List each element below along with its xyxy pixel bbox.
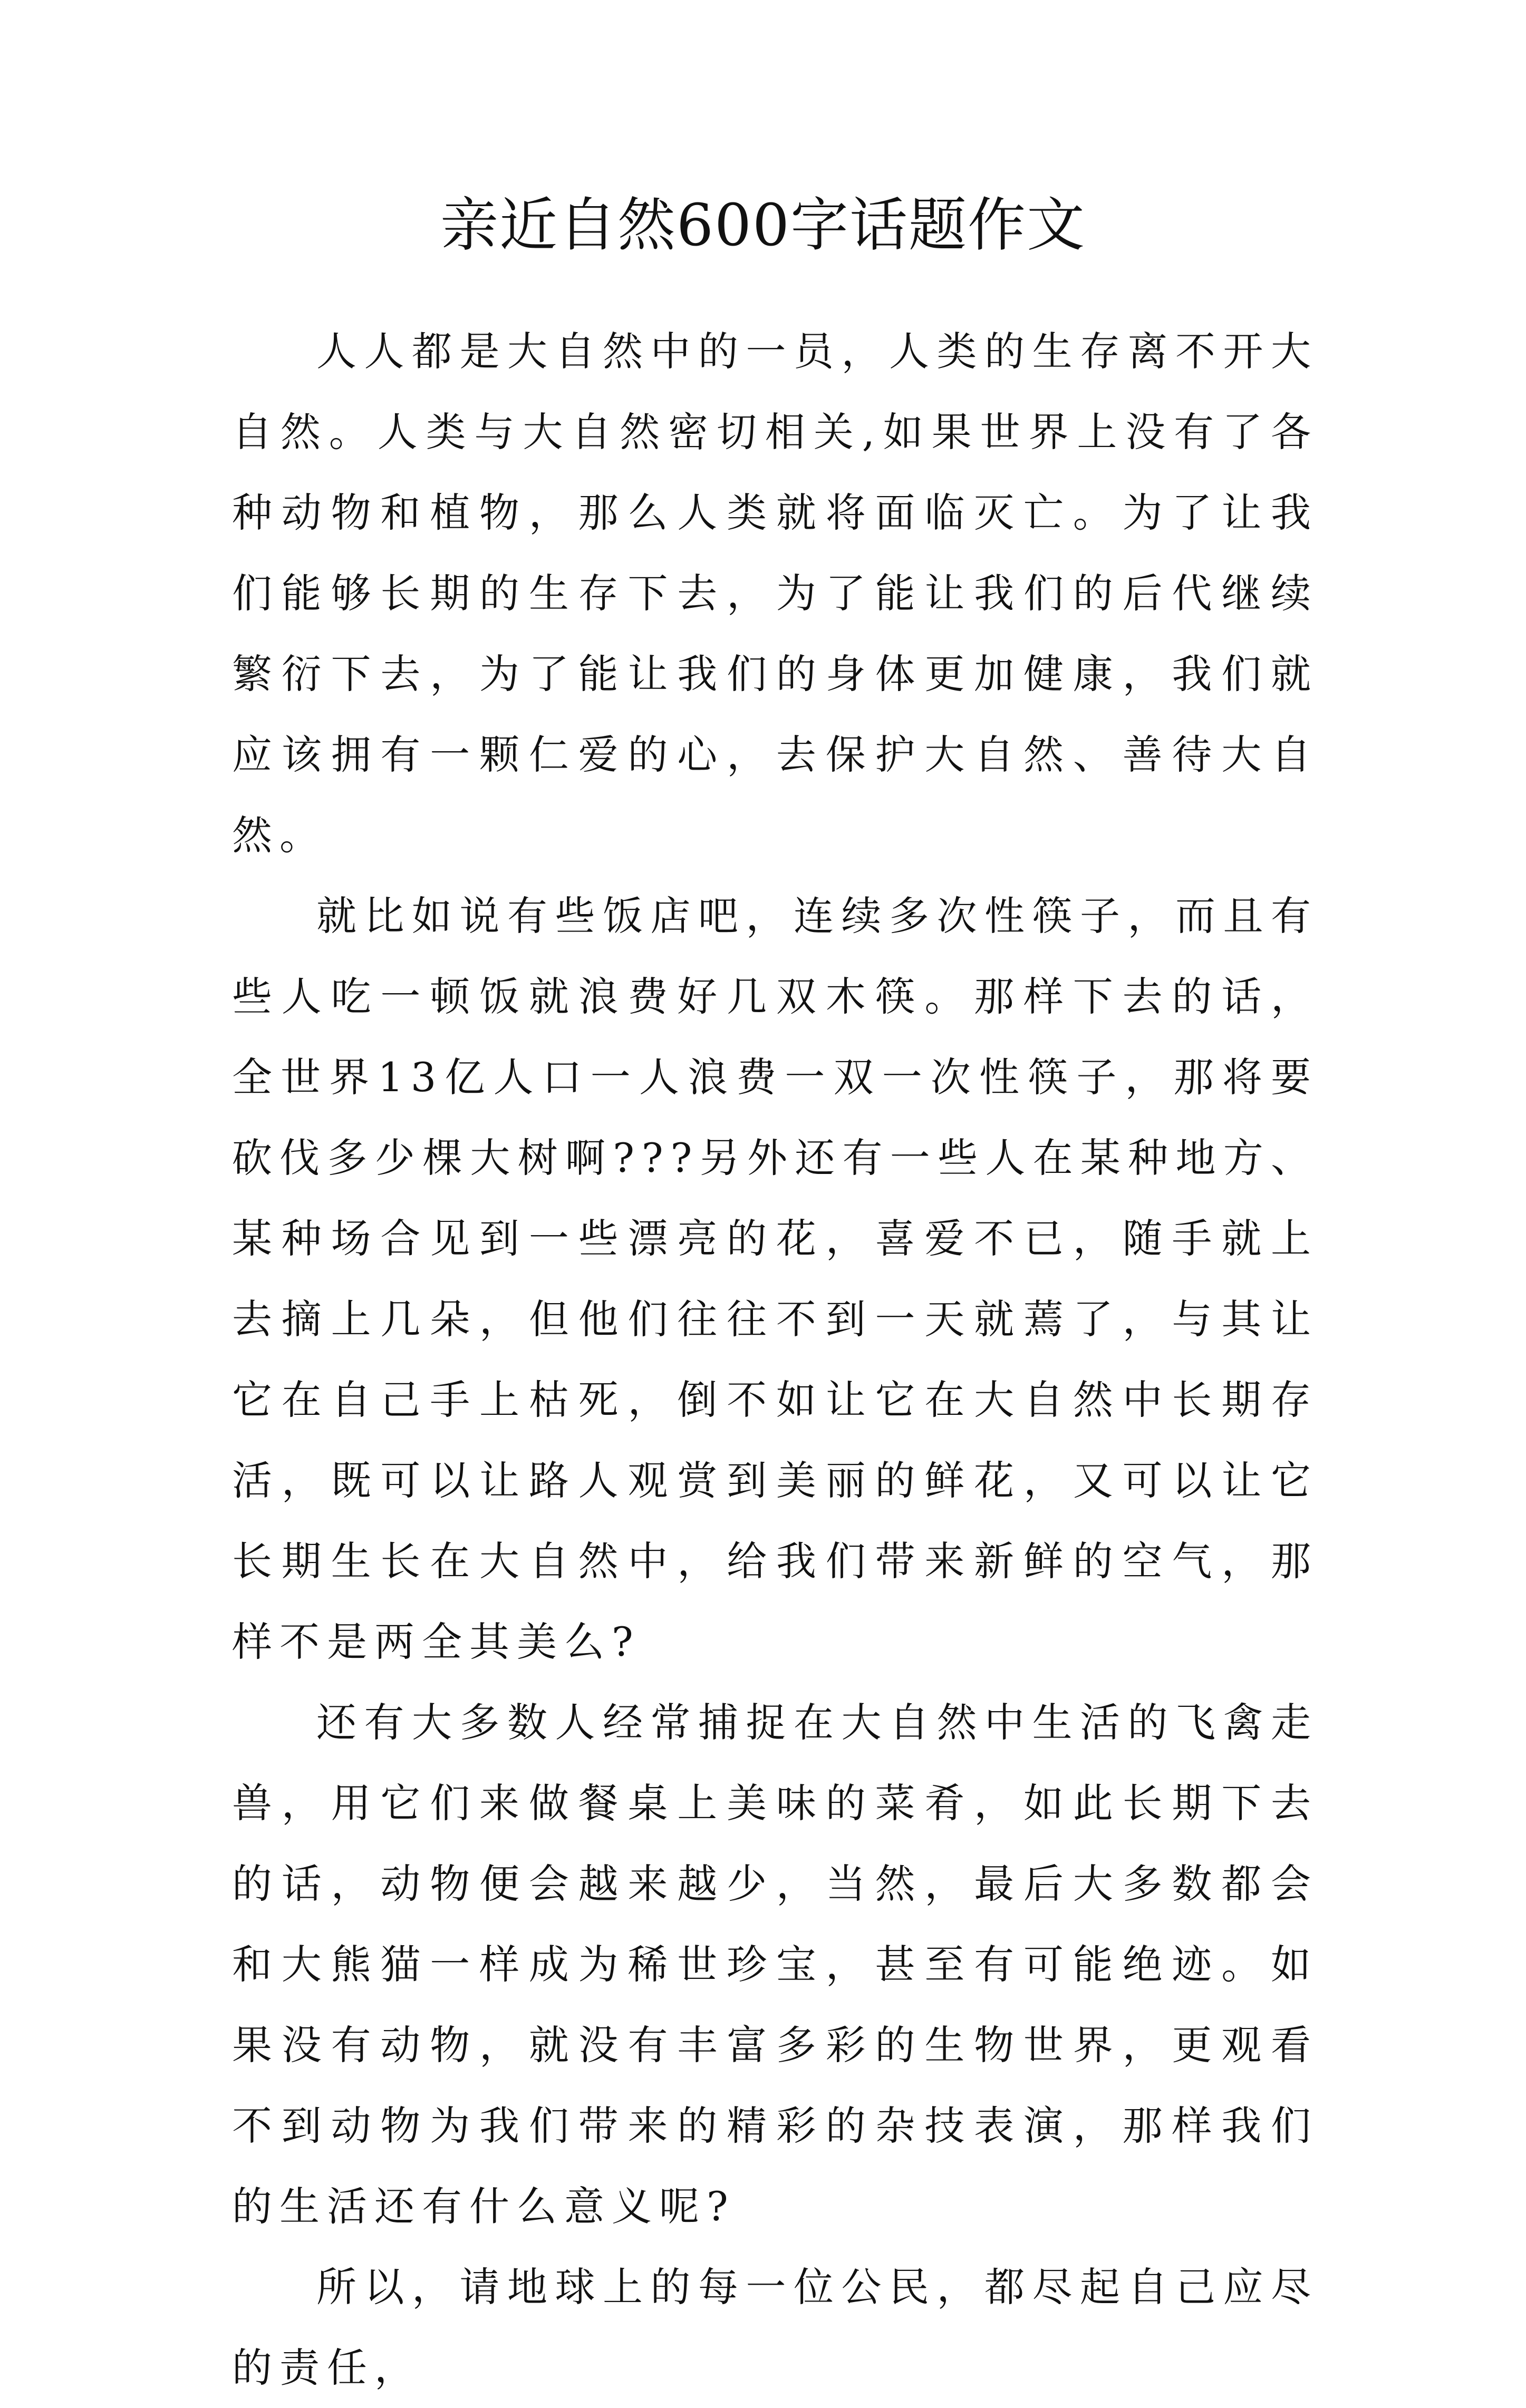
paragraph-2: 就比如说有些饭店吧，连续多次性筷子，而且有些人吃一顿饭就浪费好几双木筷。那样下去的话，全世界13亿人口一人浪费一双一次性筷子，那将要砍伐多少棵大树啊???另外还有一些人在某种地方、某种场合见到一些漂亮的花，喜爱不已，随手就上去摘上几朵，但他们往往不到一天就蔫了，与其让它在自己手上枯死，倒不如让它在大自然中长期存活，既可以让路人观赏到美丽的鲜花，又可以让它长期生长在大自然中，给我们带来新鲜的空气，那样不是两全其美么? — [232, 892, 1318, 1665]
paragraph-3: 还有大多数人经常捕捉在大自然中生活的飞禽走兽，用它们来做餐桌上美味的菜肴，如此长期下去的话，动物便会越来越少，当然，最后大多数都会和大熊猫一样成为稀世珍宝，甚至有可能绝迹。如果没有动物，就没有丰富多彩的生物世界，更观看不到动物为我们带来的精彩的杂技表演，那样我们的生活还有什么意义呢? — [232, 1699, 1318, 2230]
paragraph-1: 人人都是大自然中的一员，人类的生存离不开大自然。人类与大自然密切相关,如果世界上没有了各种动物和植物，那么人类就将面临灭亡。为了让我们能够长期的生存下去，为了能让我们的后代继续繁衍下去，为了能让我们的身体更加健康，我们就应该拥有一颗仁爱的心，去保护大自然、善待大自然。 — [232, 328, 1318, 859]
document-title: 亲近自然600字话题作文 — [440, 191, 1086, 259]
document-body — [232, 311, 1318, 2408]
paragraph-4: 所以，请地球上的每一位公民，都尽起自己应尽的责任， — [232, 2264, 1318, 2391]
